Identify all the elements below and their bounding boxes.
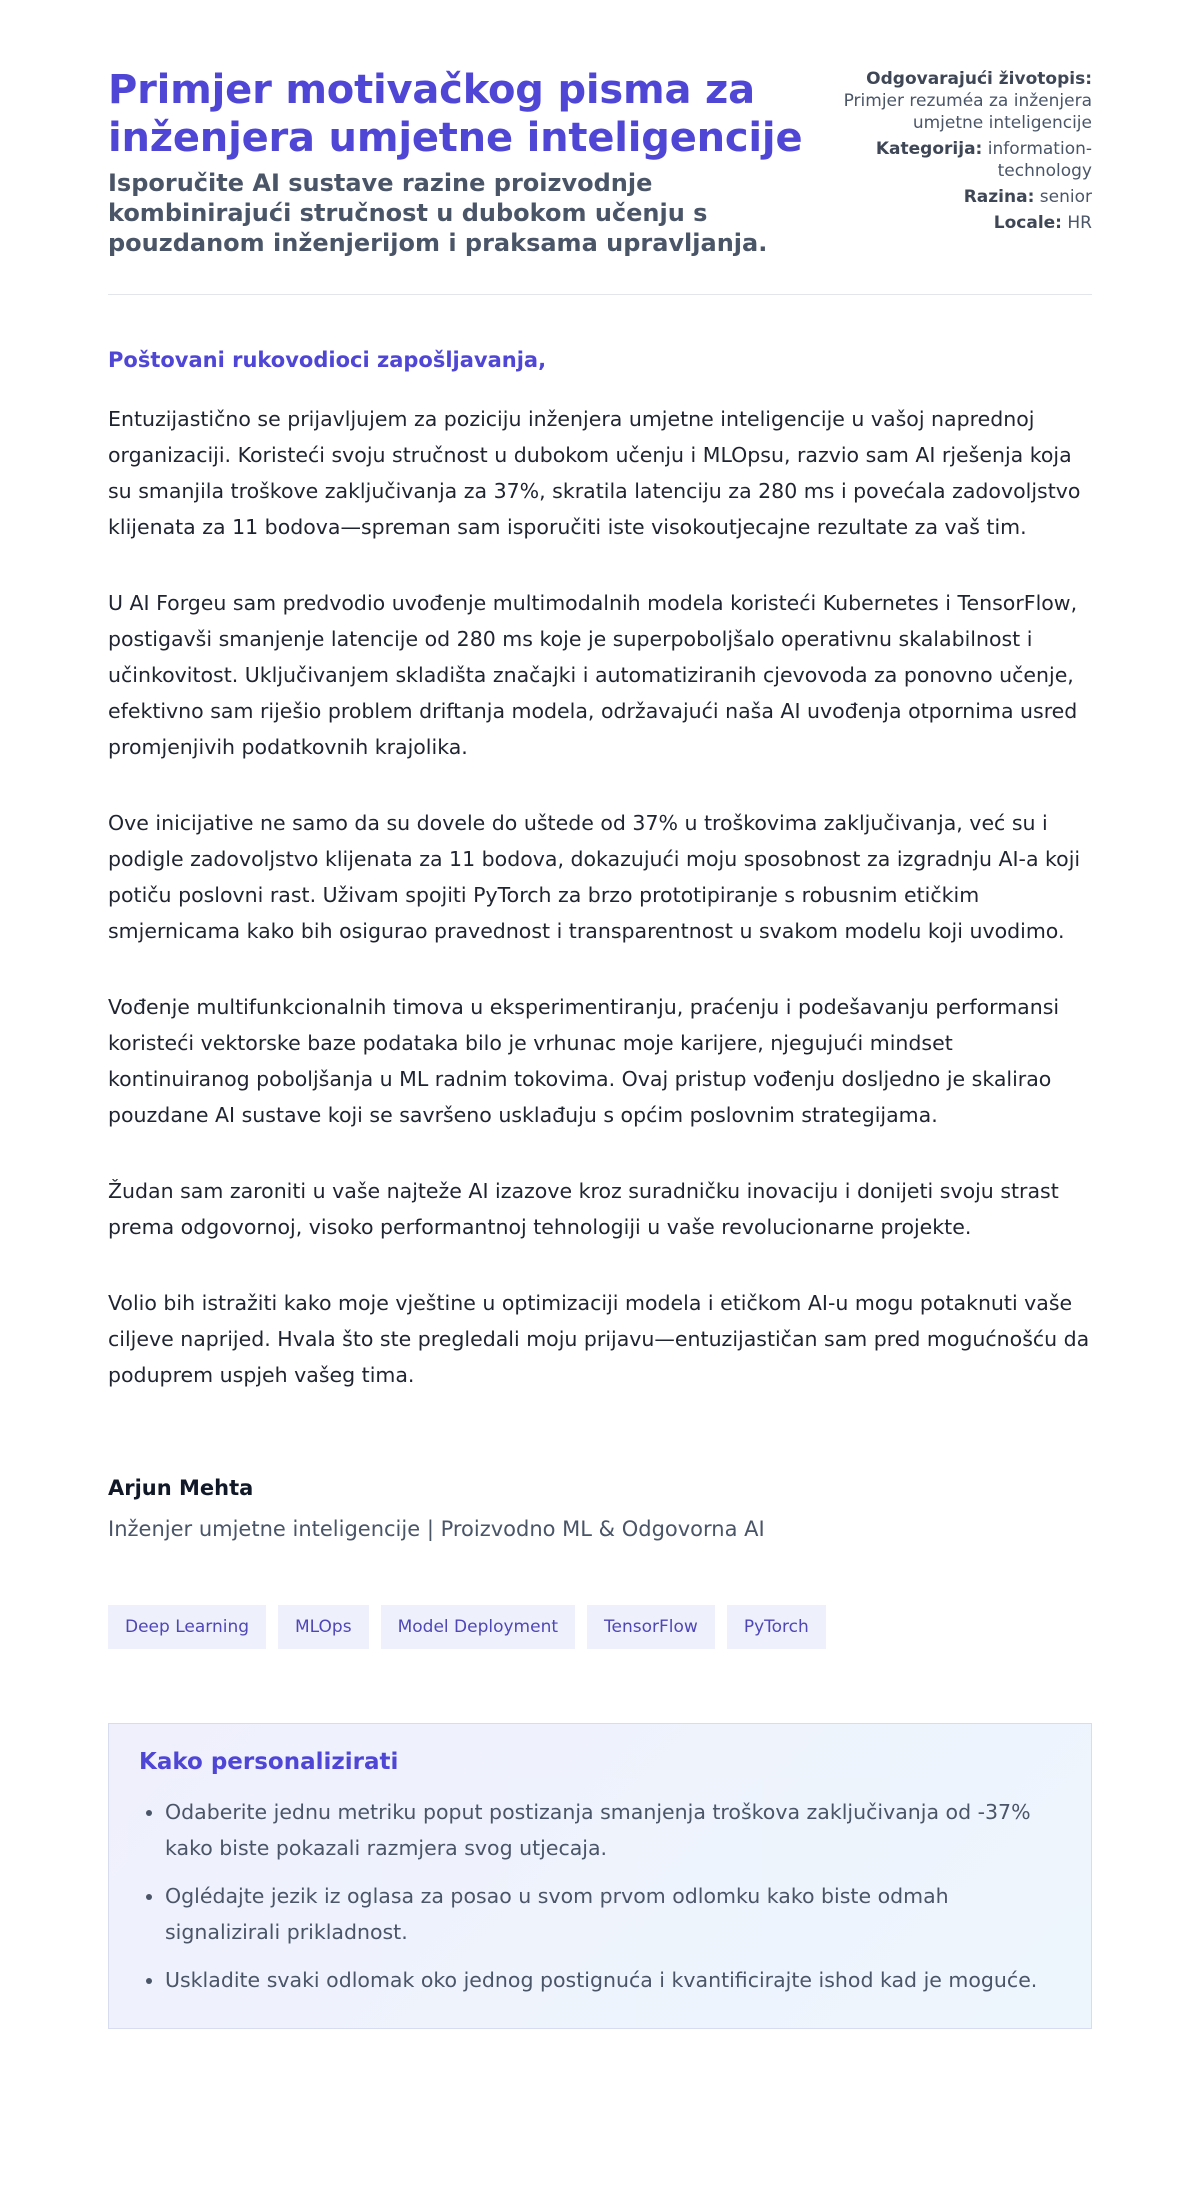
letter-body: [108, 401, 1092, 1393]
letter-paragraph: Volio bih istražiti kako moje vještine u optimizaciji modela i etičkom AI-u mogu potaknuti vaše ciljeve naprijed. Hvala što ste pregledali moju prijavu—entuzijastičan sam pred mogućnošću da poduprem uspjeh vašeg tima.: [108, 1291, 1090, 1387]
skill-tag: Model Deployment: [381, 1605, 575, 1649]
skill-tag: PyTorch: [727, 1605, 826, 1649]
letter-paragraph: Vođenje multifunkcionalnih timova u eksperimentiranju, praćenju i podešavanju performansi koristeći vektorske baze podataka bilo je vrhunac moje karijere, njegujući mindset kontinuiranog poboljšanja u ML radnim tokovima. Ovaj pristup vođenju dosljedno je skalirao pouzdane AI sustave koji se savršeno usklađuju s općim poslovnim strategijama.: [108, 995, 1060, 1127]
page-title: Primjer motivačkog pisma za inženjera umjetne inteligencije: [108, 67, 803, 161]
meta-resume: [832, 68, 1092, 134]
tip-item: • Odaberite jednu metriku poput postizanja smanjenja troškova zaključivanja od -37% kako biste pokazali razmjera svog utjecaja.: [165, 1794, 1061, 1866]
meta-level: [832, 186, 1092, 208]
meta-panel: [832, 68, 1092, 238]
letter-paragraph: Žudan sam zaroniti u vaše najteže AI izazove kroz suradničku inovaciju i donijeti svoju strast prema odgovornoj, visoko performantnoj tehnologiji u vaše revolucionarne projekte.: [108, 1179, 1059, 1239]
letter-paragraph: Ove inicijative ne samo da su dovele do uštede od 37% u troškovima zaključivanja, već su i podigle zadovoljstvo klijenata za 11 bodova, dokazujući moju sposobnost za izgradnju AI-a koji potiču poslovni rast. Uživam spojiti PyTorch za brzo prototipiranje s robusnim etičkim smjernicama kako bih osigurao pravednost i transparentnost u svakom modelu koji uvodimo.: [108, 811, 1081, 943]
signature-title: Inženjer umjetne inteligencije | Proizvodno ML & Odgovorna AI: [108, 1517, 765, 1541]
header: [108, 66, 1092, 258]
meta-locale: [832, 212, 1092, 234]
skill-tags: [108, 1605, 1092, 1649]
personalization-tips: [108, 1723, 1092, 2029]
tips-title: Kako personalizirati: [139, 1749, 399, 1775]
signature: [108, 1475, 1092, 1543]
tip-item: • Oglédajte jezik iz oglasa za posao u svom prvom odlomku kako biste odmah signalizirali prikladnost.: [165, 1878, 1061, 1950]
letter-paragraph: U AI Forgeu sam predvodio uvođenje multimodalnih modela koristeći Kubernetes i TensorFlow, postigavši smanjenje latencije od 280 ms koje je superpoboljšalo operativnu skalabilnost i učinkovitost. Uključivanjem skladišta značajki i automatiziranih cjevovoda za ponovno učenje, efektivno sam riješio problem driftanja modela, održavajući naša AI uvođenja otpornima usred promjenjivih podatkovnih krajolika.: [108, 591, 1078, 759]
meta-category: [832, 138, 1092, 182]
tips-list: [139, 1794, 1061, 1998]
letter-paragraph: Entuzijastično se prijavljujem za poziciju inženjera umjetne inteligencije u vašoj naprednoj organizaciji. Koristeći svoju stručnost u dubokom učenju i MLOpsu, razvio sam AI rješenja koja su smanjila troškove zaključivanja za 37%, skratila latenciju za 280 ms i povećala zadovoljstvo klijenata za 11 bodova—spreman sam isporučiti iste visokoutjecajne rezultate za vaš tim.: [108, 407, 1081, 539]
signature-name: Arjun Mehta: [108, 1476, 254, 1500]
letter-greeting: Poštovani rukovodioci zapošljavanja,: [108, 348, 547, 372]
meta-locale-value: HR: [1067, 213, 1092, 233]
meta-resume-key: Odgovarajući životopis:: [866, 69, 1092, 89]
meta-level-value: senior: [1039, 187, 1092, 207]
meta-level-key: Razina:: [963, 187, 1035, 207]
meta-locale-key: Locale:: [993, 213, 1062, 233]
meta-category-key: Kategorija:: [875, 139, 983, 159]
meta-category-value: information-technology: [987, 139, 1092, 181]
tip-item: • Uskladite svaki odlomak oko jednog postignuća i kvantificirajte ishod kad je moguće.: [165, 1962, 1061, 1998]
header-left: [108, 66, 828, 258]
meta-resume-value: Primjer rezuméa za inženjera umjetne inteligencije: [843, 91, 1092, 133]
skill-tag: TensorFlow: [587, 1605, 715, 1649]
page-subtitle: Isporučite AI sustave razine proizvodnje kombinirajući stručnost u dubokom učenju s pouzdanom inženjerijom i praksama upravljanja.: [108, 169, 768, 257]
skill-tag: MLOps: [278, 1605, 369, 1649]
skill-tag: Deep Learning: [108, 1605, 266, 1649]
header-divider: [108, 294, 1092, 295]
